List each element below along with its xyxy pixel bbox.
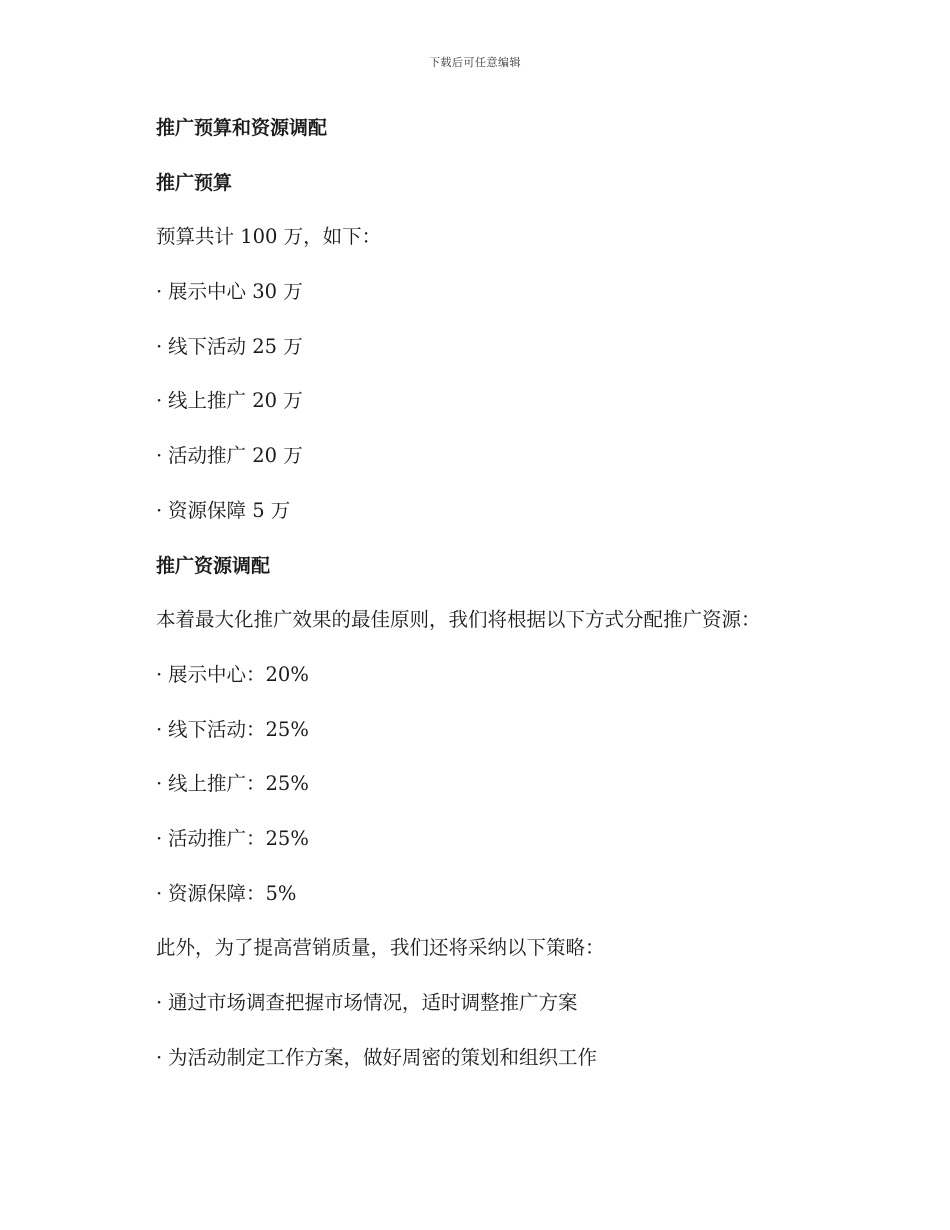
strategy-item [156, 988, 856, 1043]
strategy-intro: 此外，为了提高营销质量，我们还将采纳以下策略： [156, 936, 605, 960]
allocation-item [156, 660, 856, 715]
bullet-mark: · [156, 1045, 163, 1069]
budget-item [156, 332, 856, 387]
bullet-mark: · [156, 389, 163, 413]
bullet-mark: · [156, 498, 163, 522]
allocation-item [156, 715, 856, 770]
header-note: 下载后可任意编辑 [429, 56, 521, 69]
document-title: 推广预算和资源调配 [156, 117, 328, 139]
bullet-mark: · [156, 772, 163, 796]
budget-item [156, 386, 856, 441]
bullet-mark: · [156, 444, 163, 468]
bullet-mark: · [156, 717, 163, 741]
strategy-item-text: 为活动制定工作方案，做好周密的策划和组织工作 [168, 1045, 598, 1069]
budget-item-text: 资源保障 5 万 [168, 498, 291, 522]
strategy-item [156, 1043, 856, 1098]
budget-item [156, 277, 856, 332]
allocation-item [156, 879, 856, 934]
bullet-mark: · [156, 334, 163, 358]
allocation-intro: 本着最大化推广效果的最佳原则，我们将根据以下方式分配推广资源： [156, 608, 761, 632]
budget-intro: 预算共计 100 万，如下： [156, 225, 382, 249]
bullet-mark: · [156, 662, 163, 686]
allocation-item-text: 活动推广：25% [168, 826, 309, 850]
bullet-mark: · [156, 881, 163, 905]
allocation-item-text: 线下活动：25% [168, 717, 309, 741]
allocation-item-text: 资源保障：5% [168, 881, 297, 905]
budget-item-text: 活动推广 20 万 [168, 444, 303, 468]
strategy-item-text: 通过市场调查把握市场情况，适时调整推广方案 [168, 991, 578, 1014]
budget-item [156, 496, 856, 551]
allocation-item-text: 线上推广：25% [168, 772, 309, 796]
allocation-item [156, 769, 856, 824]
document-body [156, 113, 856, 1097]
allocation-item [156, 824, 856, 879]
bullet-mark: · [156, 280, 163, 304]
budget-heading: 推广预算 [156, 171, 233, 194]
bullet-mark: · [156, 826, 163, 850]
budget-item-text: 展示中心 30 万 [168, 280, 303, 304]
allocation-heading: 推广资源调配 [156, 554, 271, 577]
budget-item-text: 线下活动 25 万 [168, 334, 303, 358]
budget-item-text: 线上推广 20 万 [168, 389, 303, 413]
bullet-mark: · [156, 991, 163, 1014]
budget-item [156, 441, 856, 496]
allocation-item-text: 展示中心：20% [168, 662, 309, 686]
